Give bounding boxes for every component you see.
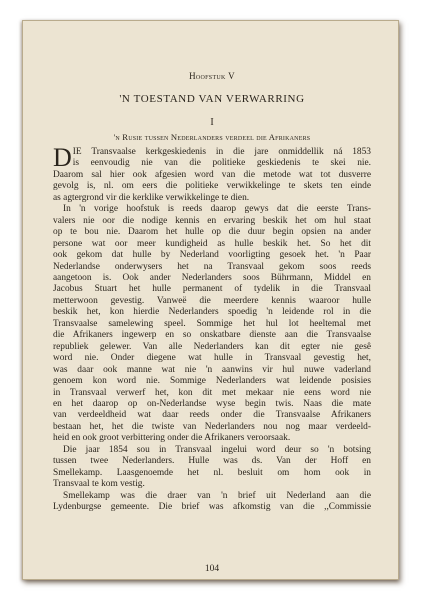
chapter-title: 'N TOESTAND VAN VERWARRING [119,93,305,105]
text-line: Lydenburgse gemeente. Die brief was afkomstig van die ,,Commissie [53,502,371,513]
text-line: Nederlandse onderwysers het na Transvaal gekom soos reeds [53,261,371,272]
body-text [53,143,371,514]
text-line: persone wat oor meer kundigheid as hulle beskik het. So het dit [53,238,371,249]
text-line: word nie. Onder diegene wat hulle in Transvaal gevestig het, [53,353,371,364]
text-line: bestaan het, het die twiste van Nederlanders nou nog maar verdeeld- [53,421,371,432]
text-line: in Transvaal verwerf het, kon dit met mekaar nie eens word nie [53,387,371,398]
page-number: 104 [204,564,220,574]
text-line: heid en ook groot verbittering onder die Afrikaners veroorsaak. [53,433,291,444]
text-line: op te bou nie. Daarom het hulle op die duur begin opsien na ander [53,227,371,238]
text-line: as agtergrond vir die kerklike verwikkelinge te dien. [53,192,250,203]
text-line: Transvaal te kom vestig. [53,479,145,490]
text-line: van verdeeldheid wat daar reeds onder die Transvaalse Afrikaners [53,410,371,421]
text-line: aangetoon is. Ook ander Nederlanders soos Bührmann, Middel en [53,272,371,283]
text-line: republiek gelewer. Van alle Nederlanders kan dit egter nie gesê [53,341,371,352]
text-line: is eenvoudig nie van die politieke geskiedenis te skei nie. [72,158,371,169]
drop-cap: D [53,143,72,172]
text-line: Smellekamp was die draer van 'n brief uit Nederland aan die [63,490,371,501]
text-line: ook gekom dat hulle by Nederland voorligting gesoek het. 'n Paar [53,250,371,261]
text-line: genoem kon word nie. Sommige Nederlanders wat leidende posisies [53,376,371,387]
text-line: Die jaar 1854 sou in Transvaal ingelui word deur so 'n botsing [63,444,371,455]
text-lines [53,170,371,514]
section-subtitle: 'n Rusie tussen Nederlanders verdeel die Afrikaners [113,132,311,142]
text-line: Smellekamp. Laasgenoemde het nl. besluit om hom ook in [53,467,371,478]
text-line: die Afrikaners ingewerp en so onskatbare dienste aan die Transvaalse [53,330,371,341]
text-line: gevolg is, nl. om eers die politieke verwikkelinge te skets ten einde [53,181,371,192]
text-line: was daar ook manne wat nie 'n aanwins vir hul nuwe vaderland [53,364,371,375]
text-line: IE Transvaalse kerkgeskiedenis in die jare onmiddellik ná 1853 [72,147,371,157]
opening-paragraph [53,143,371,172]
text-line: Jacobus Stuart het hulle permanent of tydelik in die Transvaal [53,284,371,295]
section-number: I [210,117,214,128]
text-line: tussen twee Nederlanders. Hulle was ds. Van der Hoff en [53,456,371,467]
text-line: valers nie oor die nodige kennis en ervaring beskik het om hul staat [53,215,371,226]
text-line: Transvaalse samelewing speel. Sommige het hul lot heeltemal met [53,318,371,329]
text-line: beskik het, kon hierdie Nederlanders spoedig 'n leidende rol in die [53,307,371,318]
text-line: Daarom sal hier ook afgesien word van die metode wat tot dusverre [53,169,371,180]
text-line: en het daarop op on-Nederlandse wyse begin twis. Naas die mate [53,398,371,409]
chapter-heading: Hoofstuk V [189,71,235,81]
page-content [53,49,371,574]
book-page [22,20,399,580]
text-line: metterwoon gevestig. Vanweë die meerdere kennis waaroor hulle [53,295,371,306]
text-line: In 'n vorige hoofstuk is reeds daarop gewys dat die eerste Trans- [63,204,371,215]
